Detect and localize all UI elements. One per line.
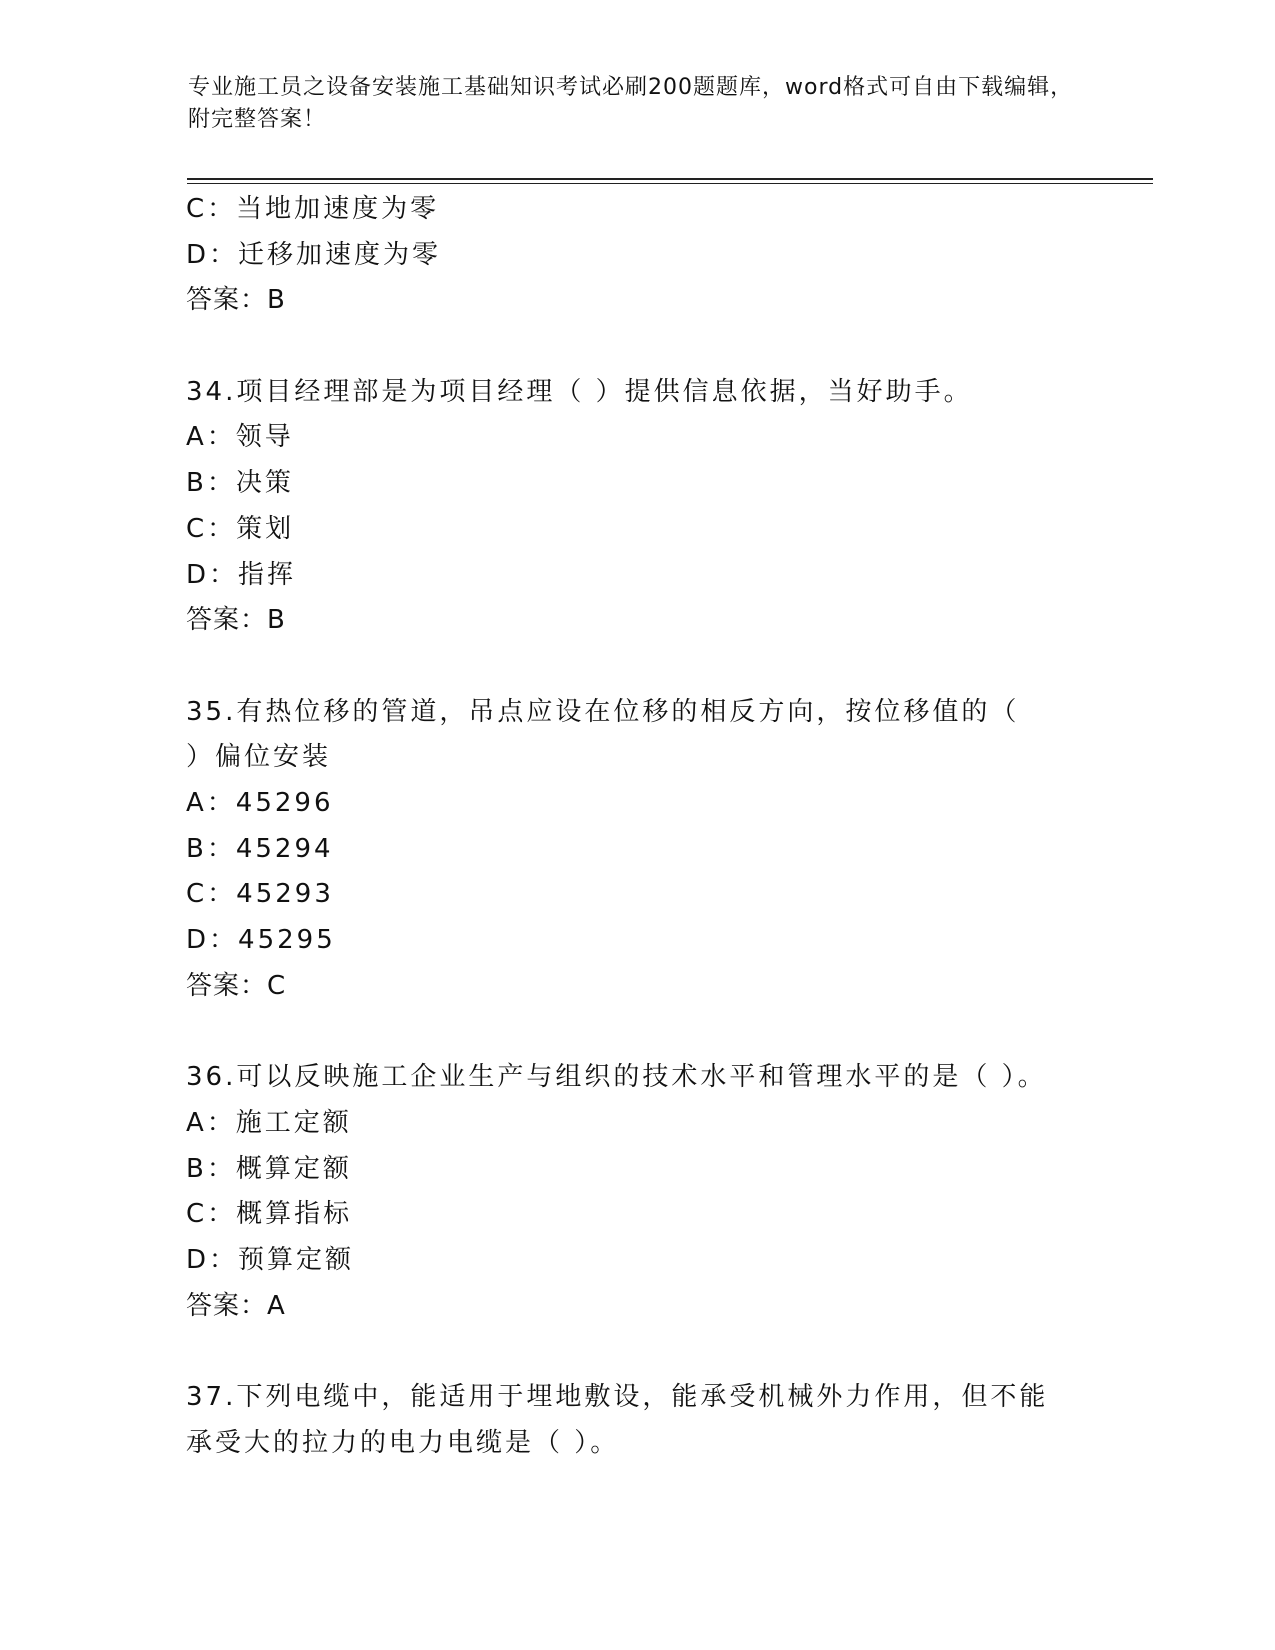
question-stem: 36.可以反映施工企业生产与组织的技术水平和管理水平的是（ ）。 [186,1062,1047,1093]
question-stem: 35.有热位移的管道，吊点应设在位移的相反方向，按位移值的（ ）偏位安装 [186,696,1020,773]
answer-line: 答案：B [186,605,286,636]
question-list [186,187,1146,1466]
option-d: D：迁移加速度为零 [186,239,442,270]
question-36 [186,1055,1146,1329]
question-stem: 34.项目经理部是为项目经理（ ）提供信息依据，当好助手。 [186,376,973,407]
option-c: C：策划 [186,513,295,544]
option-a: A：施工定额 [186,1107,352,1138]
option-b: B：概算定额 [186,1153,352,1184]
option-c: C：45293 [186,879,334,910]
option-a: A：领导 [186,422,294,453]
question-stem: 37.下列电缆中，能适用于埋地敷设，能承受机械外力作用，但不能承受大的拉力的电力电缆是（ ）。 [186,1381,1049,1458]
answer-line: 答案：B [186,285,286,316]
header-rule-thick [187,178,1153,180]
question-37 [186,1375,1146,1466]
option-a: A：45296 [186,787,334,818]
option-d: D：指挥 [186,559,297,590]
option-c: C：概算指标 [186,1199,353,1230]
option-d: D：预算定额 [186,1244,355,1275]
option-b: B：决策 [186,468,294,499]
answer-line: 答案：A [186,1290,286,1321]
option-b: B：45294 [186,833,334,864]
question-35 [186,690,1146,1010]
option-c: C：当地加速度为零 [186,194,440,224]
question-34 [186,370,1146,644]
option-d: D：45295 [186,925,336,956]
answer-line: 答案：C [186,970,287,1001]
header-rule-thin [187,183,1153,184]
document-header: 专业施工员之设备安装施工基础知识考试必刷200题题库，word格式可自由下载编辑，附完整答案！ [188,75,1074,132]
